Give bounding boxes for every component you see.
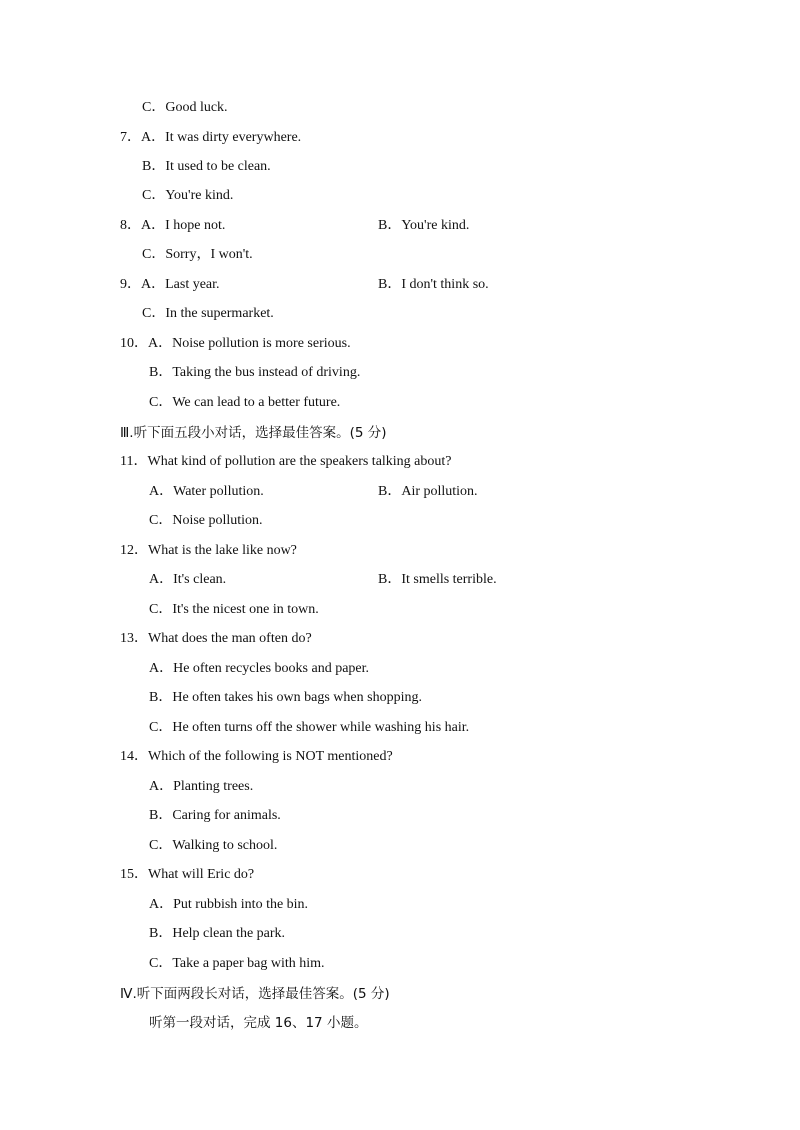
q12-option-c: C．It's the nicest one in town. [149,602,319,617]
q7-option-c: C．You're kind. [142,188,234,203]
section-3-heading: Ⅲ.听下面五段小对话，选择最佳答案。(5 分) [120,425,387,441]
q14-option-b: B．Caring for animals. [149,808,281,823]
q15-option-b: B．Help clean the park. [149,926,286,941]
q8-option-c: C．Sorry，I won't. [142,247,253,262]
q12-option-a: A．It's clean. [149,572,227,587]
q12-question: 12．What is the lake like now? [120,543,297,558]
q11-question: 11．What kind of pollution are the speakers talking about? [120,454,452,469]
q6-option-c: C．Good luck. [142,100,228,115]
section-4-heading: Ⅳ.听下面两段长对话，选择最佳答案。(5 分) [120,986,390,1002]
q7-option-b: B．It used to be clean. [142,159,271,174]
q13-question: 13．What does the man often do? [120,631,312,646]
q9-option-a: 9．A．Last year. [120,277,220,292]
q8-option-a: 8．A．I hope not. [120,218,226,233]
q14-option-c: C．Walking to school. [149,838,278,853]
q11-option-b: B．Air pollution. [378,484,478,499]
q15-option-c: C．Take a paper bag with him. [149,956,325,971]
q14-option-a: A．Planting trees. [149,779,254,794]
q11-option-a: A．Water pollution. [149,484,264,499]
q8-option-b: B．You're kind. [378,218,470,233]
q10-option-a: 10．A．Noise pollution is more serious. [120,336,351,351]
q9-option-c: C．In the supermarket. [142,306,274,321]
q14-question: 14．Which of the following is NOT mentioned? [120,749,393,764]
q15-option-a: A．Put rubbish into the bin. [149,897,309,912]
q13-option-c: C．He often turns off the shower while washing his hair. [149,720,470,735]
q9-option-b: B．I don't think so. [378,277,489,292]
q10-option-b: B．Taking the bus instead of driving. [149,365,361,380]
q15-question: 15．What will Eric do? [120,867,255,882]
q11-option-c: C．Noise pollution. [149,513,263,528]
q13-option-b: B．He often takes his own bags when shopping. [149,690,422,705]
q12-option-b: B．It smells terrible. [378,572,497,587]
q13-option-a: A．He often recycles books and paper. [149,661,370,676]
section-4-instruction: 听第一段对话，完成 16、17 小题。 [149,1015,368,1031]
q7-option-a: 7．A．It was dirty everywhere. [120,130,302,145]
q10-option-c: C．We can lead to a better future. [149,395,341,410]
